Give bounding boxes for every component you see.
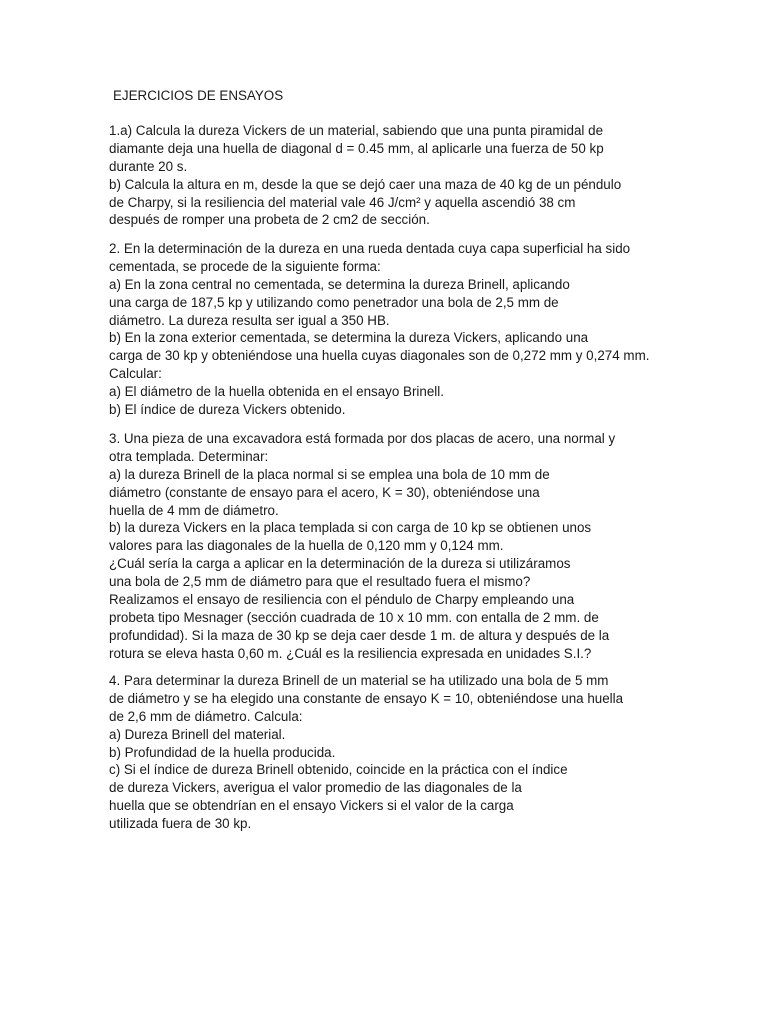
exercise-line: b) Profundidad de la huella producida.	[109, 744, 336, 760]
exercise-line: 4. Para determinar la dureza Brinell de un material se ha utilizado una bola de 5 mm	[109, 673, 609, 688]
exercise-line: b) la dureza Vickers en la placa templada si con carga de 10 kp se obtienen unos	[109, 520, 592, 536]
exercise-line: de dureza Vickers, averigua el valor promedio de las diagonales de la	[109, 780, 522, 796]
exercise-line: huella de 4 mm de diámetro.	[109, 502, 279, 518]
exercise-line: probeta tipo Mesnager (sección cuadrada de 10 x 10 mm. con entalla de 2 mm. de	[109, 609, 599, 625]
exercise-line: diamante deja una huella de diagonal d = 0.45 mm, al aplicarle una fuerza de 50 kp	[109, 140, 604, 156]
exercise-line: Calcular:	[109, 366, 162, 382]
exercise-line: de Charpy, si la resiliencia del material vale 46 J/cm² y aquella ascendió 38 cm	[109, 194, 576, 210]
document-title: EJERCICIOS DE ENSAYOS	[113, 88, 284, 103]
exercise-line: diámetro (constante de ensayo para el acero, K = 30), obteniéndose una	[109, 484, 540, 500]
exercise-line: diámetro. La dureza resulta ser igual a 350 HB.	[109, 312, 390, 328]
exercise-line: una bola de 2,5 mm de diámetro para que el resultado fuera el mismo?	[109, 574, 531, 590]
exercise-line: rotura se eleva hasta 0,60 m. ¿Cuál es la resiliencia expresada en unidades S.I.?	[109, 645, 592, 661]
exercise-4	[109, 672, 623, 833]
exercise-line: 2. En la determinación de la dureza en una rueda dentada cuya capa superficial ha sido	[109, 241, 631, 256]
exercise-line: Realizamos el ensayo de resiliencia con el péndulo de Charpy empleando una	[109, 592, 575, 608]
exercise-line: a) El diámetro de la huella obtenida en el ensayo Brinell.	[109, 384, 444, 400]
exercise-line: c) Si el índice de dureza Brinell obtenido, coincide en la práctica con el índice	[109, 762, 568, 778]
exercise-2	[109, 240, 649, 419]
exercise-line: durante 20 s.	[109, 158, 188, 174]
exercise-line: profundidad). Si la maza de 30 kp se deja caer desde 1 m. de altura y después de la	[109, 627, 610, 643]
exercise-line: una carga de 187,5 kp y utilizando como penetrador una bola de 2,5 mm de	[109, 294, 559, 310]
exercise-1	[109, 122, 621, 229]
exercise-line: 3. Una pieza de una excavadora está formada por dos placas de acero, una normal y	[109, 431, 616, 446]
exercise-line: huella que se obtendrían en el ensayo Vickers si el valor de la carga	[109, 798, 514, 814]
exercise-line: de 2,6 mm de diámetro. Calcula:	[109, 708, 303, 724]
exercise-line: carga de 30 kp y obteniéndose una huella cuyas diagonales son de 0,272 mm y 0,274 mm.	[109, 348, 650, 364]
exercise-line: a) En la zona central no cementada, se determina la dureza Brinell, aplicando	[109, 276, 570, 292]
exercise-line: 1.a) Calcula la dureza Vickers de un material, sabiendo que una punta piramidal de	[109, 123, 604, 138]
exercise-line: otra templada. Determinar:	[109, 448, 269, 464]
exercise-line: después de romper una probeta de 2 cm2 de sección.	[109, 212, 430, 228]
exercise-line: a) la dureza Brinell de la placa normal si se emplea una bola de 10 mm de	[109, 466, 550, 482]
exercise-line: utilizada fuera de 30 kp.	[109, 816, 252, 832]
exercise-line: b) El índice de dureza Vickers obtenido.	[109, 402, 346, 418]
exercise-line: b) En la zona exterior cementada, se determina la dureza Vickers, aplicando una	[109, 330, 589, 346]
exercise-line: ¿Cuál sería la carga a aplicar en la determinación de la dureza si utilizáramos	[109, 556, 571, 572]
exercise-line: a) Dureza Brinell del material.	[109, 726, 286, 742]
exercise-3	[109, 430, 615, 663]
exercise-line: de diámetro y se ha elegido una constante de ensayo K = 10, obteniéndose una huella	[109, 690, 624, 706]
exercise-line: valores para las diagonales de la huella de 0,120 mm y 0,124 mm.	[109, 538, 504, 554]
exercise-line: b) Calcula la altura en m, desde la que se dejó caer una maza de 40 kg de un péndulo	[109, 176, 622, 192]
exercise-line: cementada, se procede de la siguiente forma:	[109, 258, 381, 274]
